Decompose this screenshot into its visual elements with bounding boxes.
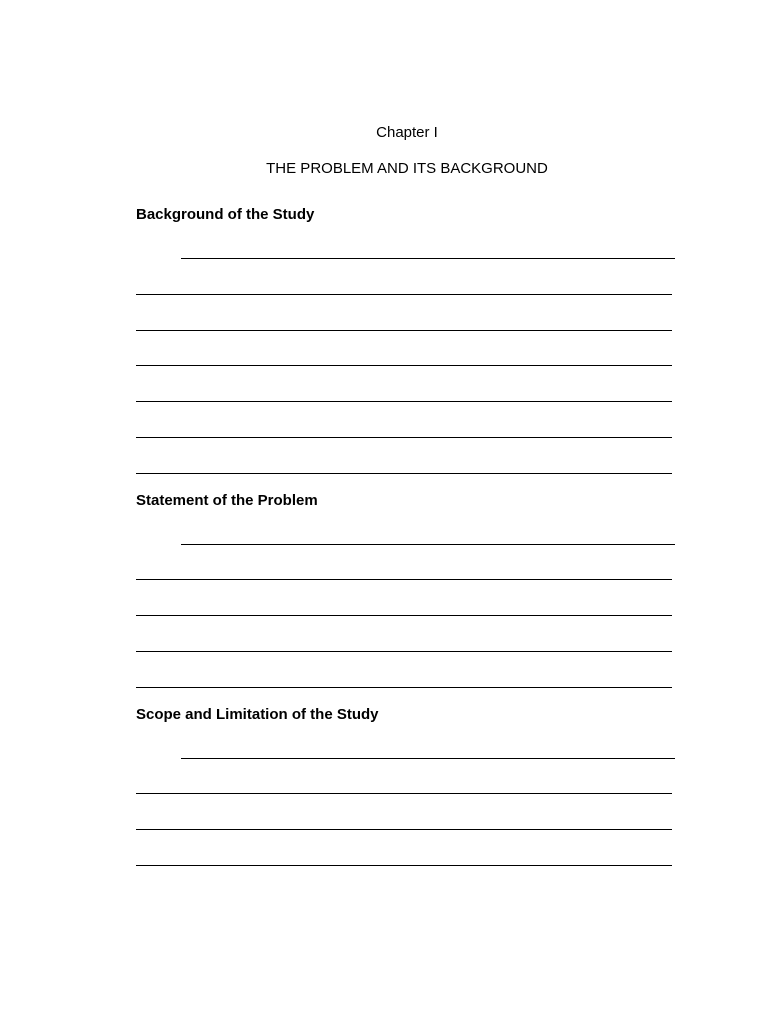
blank-line bbox=[136, 294, 672, 295]
blank-line bbox=[181, 544, 675, 545]
blank-line bbox=[136, 865, 672, 866]
blank-line bbox=[136, 365, 672, 366]
chapter-label: Chapter I bbox=[376, 124, 438, 141]
blank-line bbox=[136, 473, 672, 474]
section-heading-scope: Scope and Limitation of the Study bbox=[136, 706, 379, 723]
section-heading-background: Background of the Study bbox=[136, 206, 315, 223]
blank-line bbox=[181, 758, 675, 759]
section-heading-statement: Statement of the Problem bbox=[136, 492, 318, 509]
blank-line bbox=[136, 579, 672, 580]
blank-line bbox=[136, 615, 672, 616]
blank-line bbox=[136, 829, 672, 830]
blank-line bbox=[136, 687, 672, 688]
chapter-title: THE PROBLEM AND ITS BACKGROUND bbox=[266, 160, 548, 177]
blank-line bbox=[136, 793, 672, 794]
blank-line bbox=[136, 437, 672, 438]
blank-line bbox=[136, 401, 672, 402]
blank-line bbox=[136, 651, 672, 652]
blank-line bbox=[181, 258, 675, 259]
blank-line bbox=[136, 330, 672, 331]
